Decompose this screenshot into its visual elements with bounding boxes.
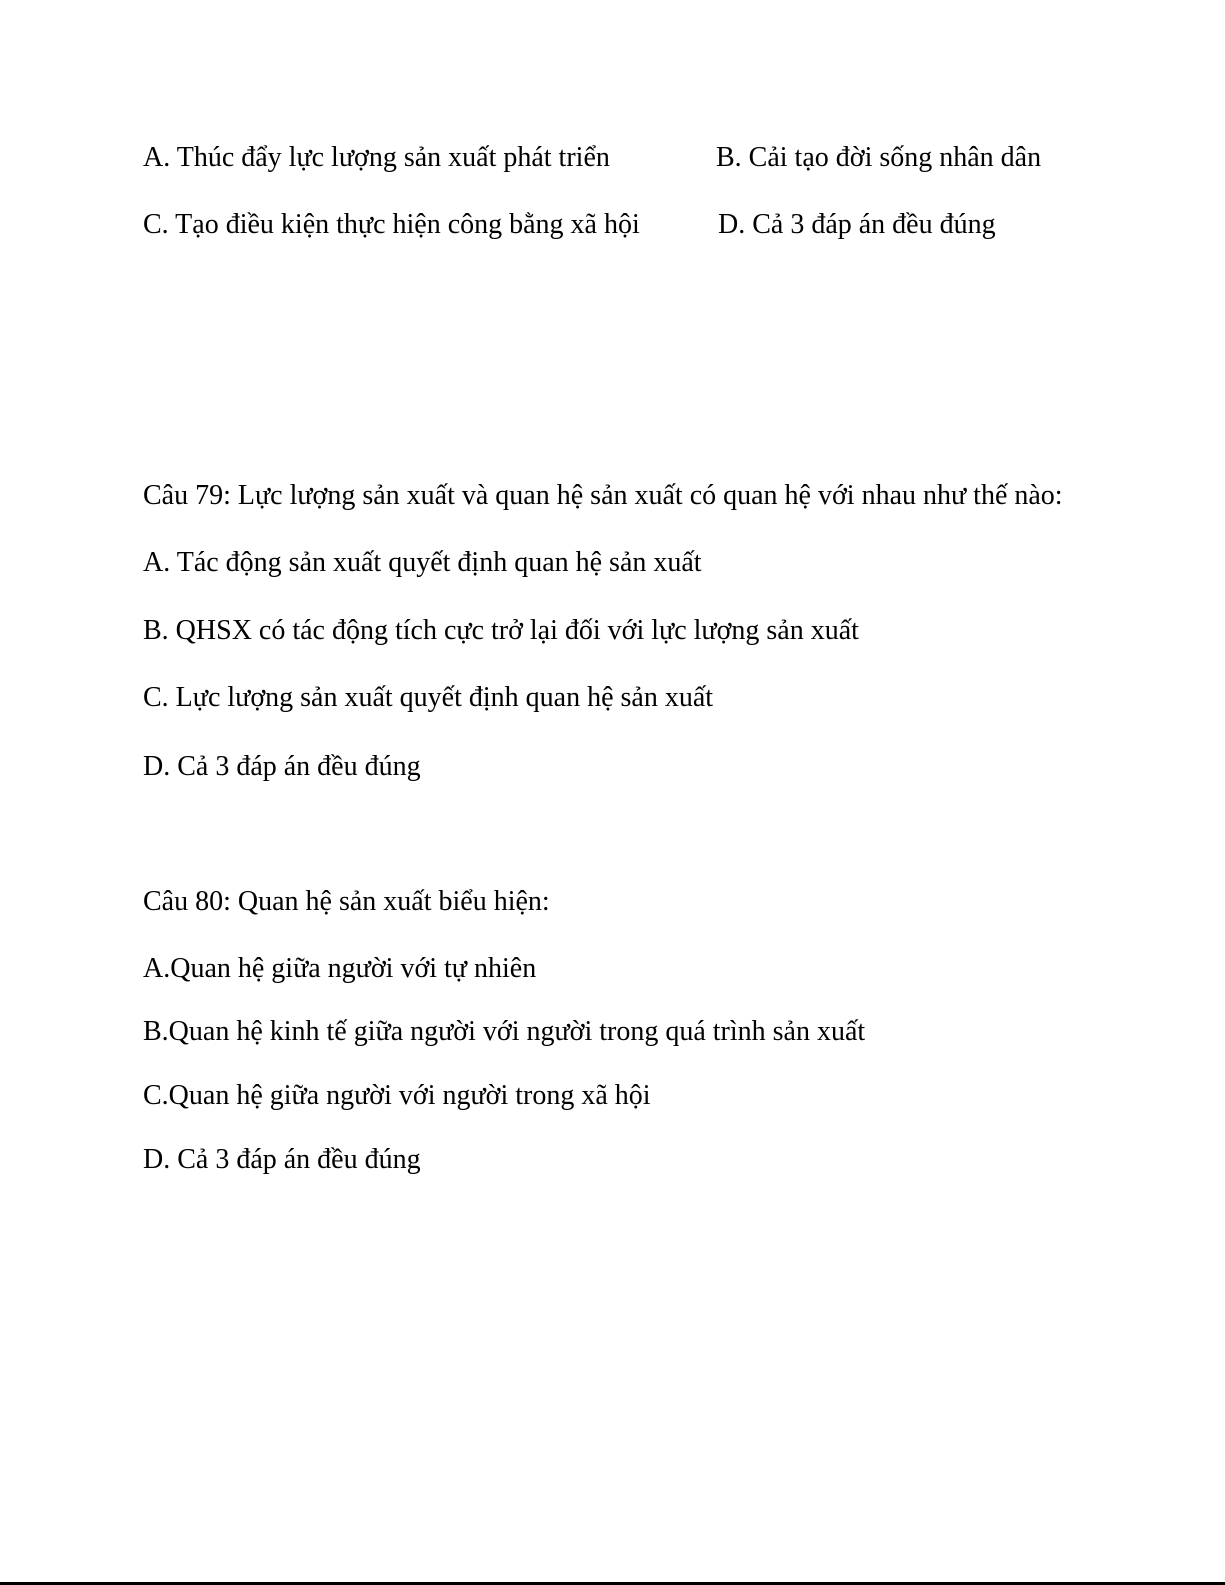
question-80-option-b: B.Quan hệ kinh tế giữa người với người trong quá trình sản xuất: [143, 1016, 866, 1047]
prev-option-b: B. Cải tạo đời sống nhân dân: [716, 142, 1042, 173]
question-80-option-a: A.Quan hệ giữa người với tự nhiên: [143, 953, 537, 984]
question-80-text: Câu 80: Quan hệ sản xuất biểu hiện:: [143, 886, 550, 917]
prev-option-d: D. Cả 3 đáp án đều đúng: [718, 209, 996, 240]
question-80-option-d: D. Cả 3 đáp án đều đúng: [143, 1144, 421, 1175]
question-79-option-d: D. Cả 3 đáp án đều đúng: [143, 751, 421, 782]
question-79-option-b: B. QHSX có tác động tích cực trở lại đối với lực lượng sản xuất: [143, 615, 859, 646]
prev-option-c: C. Tạo điều kiện thực hiện công bằng xã hội: [143, 209, 640, 240]
question-79-text: Câu 79: Lực lượng sản xuất và quan hệ sản xuất có quan hệ với nhau như thế nào:: [143, 480, 1063, 511]
question-80-option-c: C.Quan hệ giữa người với người trong xã hội: [143, 1080, 651, 1111]
prev-option-a: A. Thúc đẩy lực lượng sản xuất phát triển: [143, 142, 610, 173]
question-79-option-c: C. Lực lượng sản xuất quyết định quan hệ sản xuất: [143, 682, 714, 713]
question-79-option-a: A. Tác động sản xuất quyết định quan hệ sản xuất: [143, 547, 702, 578]
